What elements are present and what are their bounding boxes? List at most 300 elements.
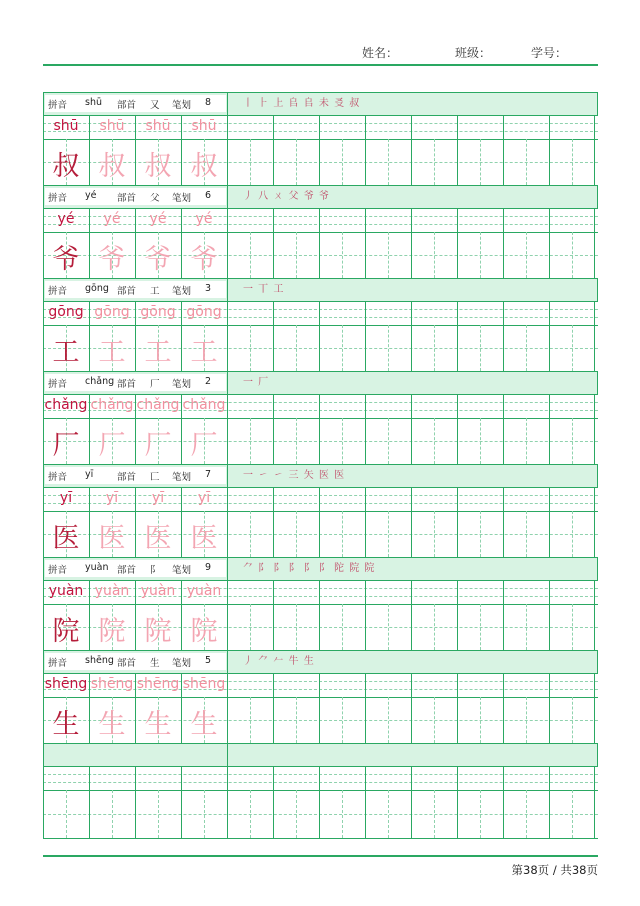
- hanzi-cell: 院: [190, 616, 218, 647]
- hanzi-cell: 生: [144, 709, 172, 740]
- stroke-order: 丿 八 ㄨ 父 爷 爷: [243, 191, 330, 202]
- pinyin-cell: yé: [195, 211, 213, 227]
- grid-line: [43, 604, 598, 605]
- hanzi-cell: 医: [98, 523, 126, 554]
- grid-line: [365, 766, 366, 838]
- grid-guide-line: [526, 604, 527, 650]
- grid-guide-line: [296, 511, 297, 557]
- pinyin-cell: shēng: [90, 676, 134, 692]
- grid-guide-line: [388, 325, 389, 371]
- strokes-label: 笔划: [172, 286, 192, 297]
- pinyin-cell: chǎng: [136, 397, 180, 413]
- grid-line: [319, 766, 320, 838]
- grid-line: [594, 301, 595, 371]
- grid-line: [43, 418, 598, 419]
- stroke-count-value: 3: [205, 283, 212, 294]
- grid-line: [365, 580, 366, 650]
- grid-line: [457, 115, 458, 185]
- pinyin-cell: yī: [151, 490, 165, 506]
- grid-line: [549, 394, 550, 464]
- grid-guide-line: [342, 232, 343, 278]
- grid-guide-line: [526, 418, 527, 464]
- grid-line: [457, 394, 458, 464]
- grid-line: [503, 208, 504, 278]
- pinyin-cell: gōng: [48, 304, 84, 320]
- class-label: 班级：: [455, 46, 492, 60]
- pinyin-cell: yī: [105, 490, 119, 506]
- grid-line: [227, 743, 228, 766]
- grid-line: [227, 464, 228, 487]
- grid-line: [597, 743, 598, 766]
- pinyin-cell: shū: [191, 118, 217, 134]
- hanzi-cell: 医: [144, 523, 172, 554]
- grid-guide-line: [480, 418, 481, 464]
- grid-guide-line: [480, 232, 481, 278]
- grid-line: [503, 487, 504, 557]
- pinyin-value: yuàn: [85, 562, 109, 573]
- strokes-label: 笔划: [172, 379, 192, 390]
- grid-line: [411, 394, 412, 464]
- hanzi-cell: 院: [52, 616, 80, 647]
- grid-line: [365, 487, 366, 557]
- strokes-label: 笔划: [172, 472, 192, 483]
- pinyin-cell: yī: [59, 490, 73, 506]
- page-header: [0, 0, 640, 70]
- practice-sheet: [43, 92, 598, 844]
- grid-line: [227, 278, 228, 301]
- radical-label: 部首: [117, 193, 137, 204]
- grid-line: [503, 766, 504, 838]
- grid-line: [597, 371, 598, 394]
- hanzi-cell: 厂: [144, 430, 172, 461]
- strokes-label: 笔划: [172, 193, 192, 204]
- grid-line: [597, 464, 598, 487]
- grid-guide-line: [434, 697, 435, 743]
- grid-line: [43, 743, 598, 744]
- pinyin-label: 拼音: [48, 565, 68, 576]
- pinyin-cell: shēng: [182, 676, 226, 692]
- grid-line: [597, 185, 598, 208]
- grid-guide-line: [388, 418, 389, 464]
- pinyin-label: 拼音: [48, 193, 68, 204]
- hanzi-cell: 医: [52, 523, 80, 554]
- grid-guide-line: [480, 511, 481, 557]
- pinyin-cell: yé: [103, 211, 121, 227]
- strokes-label: 笔划: [172, 658, 192, 669]
- radical-value: 生: [150, 658, 160, 669]
- hanzi-cell: 院: [98, 616, 126, 647]
- pinyin-cell: yī: [197, 490, 211, 506]
- grid-guide-line: [250, 418, 251, 464]
- footer-divider: [43, 855, 598, 857]
- hanzi-cell: 生: [190, 709, 218, 740]
- grid-line: [273, 115, 274, 185]
- grid-guide-line: [572, 697, 573, 743]
- grid-line: [549, 580, 550, 650]
- pinyin-cell: shū: [99, 118, 125, 134]
- grid-line: [43, 208, 598, 209]
- grid-guide-line: [342, 790, 343, 838]
- grid-guide-line: [388, 604, 389, 650]
- grid-line: [43, 464, 44, 487]
- grid-line: [549, 301, 550, 371]
- hanzi-cell: 工: [144, 337, 172, 368]
- grid-line: [411, 208, 412, 278]
- grid-guide-line: [43, 782, 598, 783]
- grid-line: [43, 650, 44, 673]
- grid-guide-line: [526, 325, 527, 371]
- grid-line: [365, 115, 366, 185]
- radical-label: 部首: [117, 658, 137, 669]
- grid-line: [273, 394, 274, 464]
- grid-line: [457, 580, 458, 650]
- grid-guide-line: [296, 697, 297, 743]
- hanzi-cell: 叔: [190, 151, 218, 182]
- strokes-label: 笔划: [172, 565, 192, 576]
- grid-guide-line: [158, 790, 159, 838]
- grid-line: [43, 139, 598, 140]
- grid-guide-line: [296, 139, 297, 185]
- grid-line: [594, 766, 595, 838]
- radical-value: 厂: [150, 379, 160, 390]
- hanzi-cell: 厂: [98, 430, 126, 461]
- hanzi-cell: 院: [144, 616, 172, 647]
- grid-line: [503, 394, 504, 464]
- grid-line: [227, 673, 228, 743]
- grid-line: [503, 301, 504, 371]
- grid-line: [549, 673, 550, 743]
- grid-line: [181, 766, 182, 838]
- grid-line: [411, 115, 412, 185]
- grid-guide-line: [572, 232, 573, 278]
- grid-line: [43, 278, 44, 301]
- pinyin-cell: shū: [53, 118, 79, 134]
- grid-line: [135, 766, 136, 838]
- grid-line: [457, 766, 458, 838]
- character-info: [45, 653, 226, 670]
- pinyin-cell: shēng: [44, 676, 88, 692]
- grid-line: [549, 487, 550, 557]
- grid-line: [273, 301, 274, 371]
- pinyin-cell: yé: [149, 211, 167, 227]
- pinyin-value: gōng: [85, 283, 109, 294]
- grid-line: [319, 580, 320, 650]
- radical-value: 匸: [150, 472, 160, 483]
- grid-guide-line: [296, 604, 297, 650]
- hanzi-cell: 生: [98, 709, 126, 740]
- grid-line: [43, 766, 598, 767]
- grid-line: [273, 673, 274, 743]
- character-info: [45, 95, 226, 112]
- grid-line: [43, 232, 598, 233]
- grid-line: [411, 580, 412, 650]
- grid-line: [457, 487, 458, 557]
- grid-line: [457, 208, 458, 278]
- pinyin-cell: gōng: [140, 304, 176, 320]
- hanzi-cell: 爷: [190, 244, 218, 275]
- radical-label: 部首: [117, 100, 137, 111]
- grid-line: [273, 487, 274, 557]
- stroke-order: 一 ㇀ ㇀ 三 矢 医 医: [243, 470, 346, 481]
- strokes-label: 笔划: [172, 100, 192, 111]
- grid-guide-line: [43, 814, 598, 815]
- hanzi-cell: 叔: [52, 151, 80, 182]
- grid-line: [319, 394, 320, 464]
- grid-line: [503, 580, 504, 650]
- stroke-count-value: 6: [205, 190, 212, 201]
- grid-line: [227, 371, 228, 394]
- grid-guide-line: [342, 511, 343, 557]
- radical-label: 部首: [117, 472, 137, 483]
- character-info: [45, 467, 226, 484]
- grid-line: [227, 301, 228, 371]
- grid-line: [319, 301, 320, 371]
- grid-line: [43, 92, 598, 93]
- grid-line: [365, 394, 366, 464]
- grid-guide-line: [250, 604, 251, 650]
- grid-guide-line: [526, 232, 527, 278]
- grid-line: [43, 580, 598, 581]
- grid-guide-line: [526, 139, 527, 185]
- grid-guide-line: [296, 418, 297, 464]
- grid-line: [597, 650, 598, 673]
- grid-line: [594, 394, 595, 464]
- grid-guide-line: [250, 232, 251, 278]
- grid-line: [594, 487, 595, 557]
- stroke-order: ⺈ 阝 阝 阝 阝 阝 陀 院 院: [243, 563, 376, 574]
- pinyin-cell: yé: [57, 211, 75, 227]
- stroke-order: 一 厂: [243, 377, 270, 388]
- grid-guide-line: [526, 511, 527, 557]
- stroke-count-value: 2: [205, 376, 212, 387]
- grid-line: [411, 487, 412, 557]
- grid-line: [227, 394, 228, 464]
- grid-guide-line: [388, 139, 389, 185]
- grid-guide-line: [480, 697, 481, 743]
- grid-line: [365, 301, 366, 371]
- name-label: 姓名：: [362, 46, 399, 60]
- radical-label: 部首: [117, 286, 137, 297]
- grid-line: [273, 580, 274, 650]
- character-info: [45, 188, 226, 205]
- grid-guide-line: [342, 604, 343, 650]
- grid-guide-line: [572, 325, 573, 371]
- pinyin-cell: shēng: [136, 676, 180, 692]
- hanzi-cell: 工: [98, 337, 126, 368]
- grid-line: [43, 790, 598, 791]
- grid-line: [457, 301, 458, 371]
- stroke-count-value: 7: [205, 469, 212, 480]
- pinyin-cell: chǎng: [182, 397, 226, 413]
- grid-line: [43, 185, 44, 208]
- grid-line: [43, 301, 598, 302]
- grid-guide-line: [250, 697, 251, 743]
- grid-line: [549, 208, 550, 278]
- grid-guide-line: [388, 790, 389, 838]
- character-info: [45, 281, 226, 298]
- grid-line: [43, 464, 598, 465]
- grid-guide-line: [572, 139, 573, 185]
- grid-line: [365, 208, 366, 278]
- radical-label: 部首: [117, 565, 137, 576]
- pinyin-value: yé: [85, 190, 97, 201]
- grid-line: [273, 208, 274, 278]
- stroke-order: 丨 ⺊ 上 𠂤 𠂤 未 㕛 叔: [243, 98, 361, 109]
- grid-line: [227, 580, 228, 650]
- grid-line: [411, 301, 412, 371]
- grid-line: [227, 650, 228, 673]
- page-number: 第38页 / 共38页: [511, 863, 598, 877]
- header-divider: [43, 64, 598, 66]
- pinyin-cell: gōng: [186, 304, 222, 320]
- pinyin-cell: chǎng: [44, 397, 88, 413]
- grid-line: [43, 743, 44, 766]
- grid-guide-line: [388, 232, 389, 278]
- grid-line: [365, 673, 366, 743]
- grid-guide-line: [480, 604, 481, 650]
- info-band: [43, 743, 598, 766]
- grid-guide-line: [526, 697, 527, 743]
- pinyin-label: 拼音: [48, 379, 68, 390]
- grid-line: [43, 650, 598, 651]
- pinyin-label: 拼音: [48, 472, 68, 483]
- grid-line: [43, 394, 598, 395]
- hanzi-cell: 生: [52, 709, 80, 740]
- grid-guide-line: [296, 232, 297, 278]
- grid-line: [549, 766, 550, 838]
- grid-line: [597, 278, 598, 301]
- grid-guide-line: [296, 790, 297, 838]
- stroke-order: 丿 ⺈ 𠂉 牛 生: [243, 656, 315, 667]
- grid-line: [319, 208, 320, 278]
- grid-guide-line: [388, 697, 389, 743]
- grid-line: [273, 766, 274, 838]
- grid-guide-line: [434, 418, 435, 464]
- grid-guide-line: [250, 790, 251, 838]
- grid-guide-line: [66, 790, 67, 838]
- hanzi-cell: 叔: [144, 151, 172, 182]
- pinyin-label: 拼音: [48, 286, 68, 297]
- grid-line: [43, 278, 598, 279]
- hanzi-cell: 爷: [98, 244, 126, 275]
- grid-guide-line: [480, 325, 481, 371]
- grid-line: [597, 92, 598, 115]
- grid-line: [43, 557, 44, 580]
- grid-line: [227, 185, 228, 208]
- hanzi-cell: 叔: [98, 151, 126, 182]
- stroke-count-value: 9: [205, 562, 212, 573]
- grid-guide-line: [434, 139, 435, 185]
- pinyin-label: 拼音: [48, 658, 68, 669]
- grid-guide-line: [434, 232, 435, 278]
- hanzi-cell: 爷: [144, 244, 172, 275]
- pinyin-cell: yuàn: [48, 583, 84, 599]
- grid-guide-line: [572, 790, 573, 838]
- pinyin-cell: gōng: [94, 304, 130, 320]
- pinyin-cell: chǎng: [90, 397, 134, 413]
- grid-line: [43, 511, 598, 512]
- grid-guide-line: [112, 790, 113, 838]
- grid-line: [43, 185, 598, 186]
- grid-line: [43, 673, 598, 674]
- grid-line: [43, 371, 44, 394]
- radical-label: 部首: [117, 379, 137, 390]
- pinyin-cell: shū: [145, 118, 171, 134]
- student-id-label: 学号：: [531, 46, 568, 60]
- grid-guide-line: [342, 139, 343, 185]
- grid-guide-line: [43, 774, 598, 775]
- grid-guide-line: [480, 139, 481, 185]
- pinyin-value: yī: [85, 469, 94, 480]
- grid-guide-line: [434, 325, 435, 371]
- grid-guide-line: [250, 139, 251, 185]
- grid-line: [43, 697, 598, 698]
- hanzi-cell: 厂: [52, 430, 80, 461]
- grid-line: [411, 673, 412, 743]
- grid-guide-line: [572, 418, 573, 464]
- grid-guide-line: [434, 790, 435, 838]
- grid-line: [319, 487, 320, 557]
- grid-line: [43, 487, 598, 488]
- stroke-count-value: 8: [205, 97, 212, 108]
- hanzi-cell: 厂: [190, 430, 218, 461]
- grid-line: [457, 673, 458, 743]
- hanzi-cell: 爷: [52, 244, 80, 275]
- grid-guide-line: [526, 790, 527, 838]
- grid-line: [227, 208, 228, 278]
- grid-line: [227, 557, 228, 580]
- grid-line: [43, 557, 598, 558]
- grid-guide-line: [480, 790, 481, 838]
- radical-value: 又: [150, 100, 160, 111]
- grid-line: [594, 673, 595, 743]
- grid-guide-line: [434, 511, 435, 557]
- grid-line: [43, 325, 598, 326]
- grid-guide-line: [204, 790, 205, 838]
- grid-line: [411, 766, 412, 838]
- radical-value: 阝: [150, 565, 160, 576]
- grid-line: [594, 208, 595, 278]
- grid-line: [227, 487, 228, 557]
- pinyin-value: chǎng: [85, 376, 115, 387]
- radical-value: 工: [150, 286, 160, 297]
- grid-guide-line: [250, 511, 251, 557]
- character-info: [45, 374, 226, 391]
- grid-line: [43, 838, 598, 839]
- radical-value: 父: [150, 193, 160, 204]
- pinyin-cell: yuàn: [140, 583, 176, 599]
- grid-guide-line: [434, 604, 435, 650]
- grid-line: [549, 115, 550, 185]
- grid-line: [319, 673, 320, 743]
- stroke-count-value: 5: [205, 655, 212, 666]
- character-info: [45, 560, 226, 577]
- pinyin-label: 拼音: [48, 100, 68, 111]
- hanzi-cell: 工: [190, 337, 218, 368]
- grid-line: [227, 115, 228, 185]
- grid-line: [227, 92, 228, 115]
- grid-guide-line: [342, 418, 343, 464]
- grid-line: [594, 115, 595, 185]
- grid-guide-line: [572, 511, 573, 557]
- grid-line: [319, 115, 320, 185]
- hanzi-cell: 工: [52, 337, 80, 368]
- grid-guide-line: [572, 604, 573, 650]
- grid-guide-line: [250, 325, 251, 371]
- grid-line: [43, 115, 598, 116]
- grid-line: [43, 92, 44, 115]
- grid-line: [43, 766, 44, 838]
